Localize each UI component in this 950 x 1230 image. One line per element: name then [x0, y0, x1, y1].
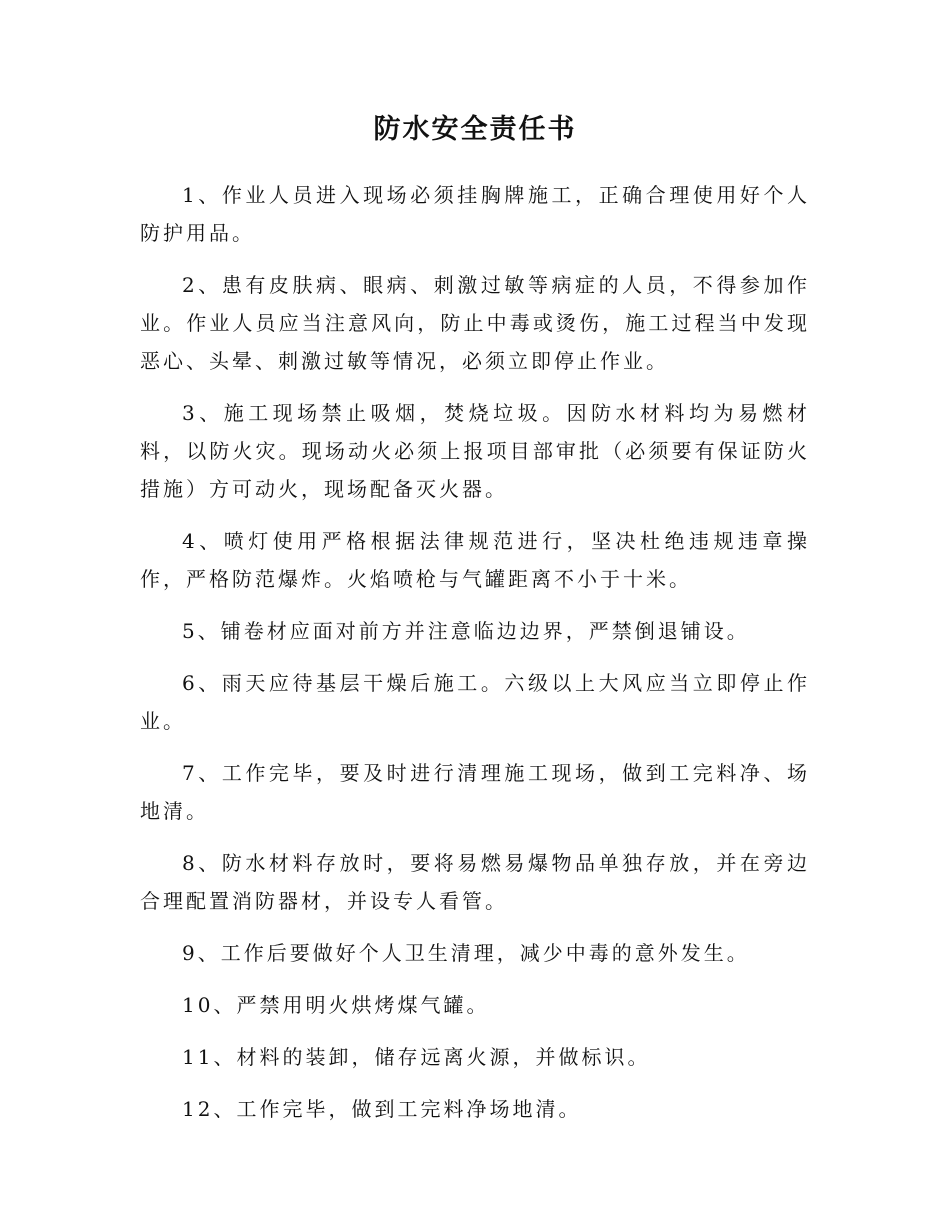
document-title: 防水安全责任书: [373, 114, 577, 145]
paragraph-9: 9、工作后要做好个人卫生清理，减少中毒的意外发生。: [182, 941, 750, 965]
paragraph-3: 3、施工现场禁止吸烟，焚烧垃圾。因防水材料均为易燃材料，以防火灾。现场动火必须上报项目部审批（必须要有保证防火措施）方可动火，现场配备灭火器。: [140, 401, 810, 501]
paragraph-6: 6、雨天应待基层干燥后施工。六级以上大风应当立即停止作业。: [140, 671, 810, 733]
document-page: [140, 110, 810, 1142]
paragraph-8: 8、防水材料存放时，要将易燃易爆物品单独存放，并在旁边合理配置消防器材，并设专人看管。: [140, 851, 810, 913]
paragraph-7: 7、工作完毕，要及时进行清理施工现场，做到工完料净、场地清。: [140, 761, 810, 823]
paragraph-5: 5、铺卷材应面对前方并注意临边边界，严禁倒退铺设。: [182, 619, 750, 643]
paragraph-11: 11、材料的装卸，储存远离火源，并做标识。: [182, 1045, 651, 1069]
paragraph-1: 1、作业人员进入现场必须挂胸牌施工，正确合理使用好个人防护用品。: [140, 183, 810, 245]
paragraph-12: 12、工作完毕，做到工完料净场地清。: [182, 1097, 582, 1121]
paragraph-2: 2、患有皮肤病、眼病、刺激过敏等病症的人员，不得参加作业。作业人员应当注意风向，防止中毒或烫伤，施工过程当中发现恶心、头晕、刺激过敏等情况，必须立即停止作业。: [140, 273, 810, 373]
paragraph-10: 10、严禁用明火烘烤煤气罐。: [182, 993, 490, 1017]
paragraph-4: 4、喷灯使用严格根据法律规范进行，坚决杜绝违规违章操作，严格防范爆炸。火焰喷枪与气罐距离不小于十米。: [140, 529, 810, 591]
